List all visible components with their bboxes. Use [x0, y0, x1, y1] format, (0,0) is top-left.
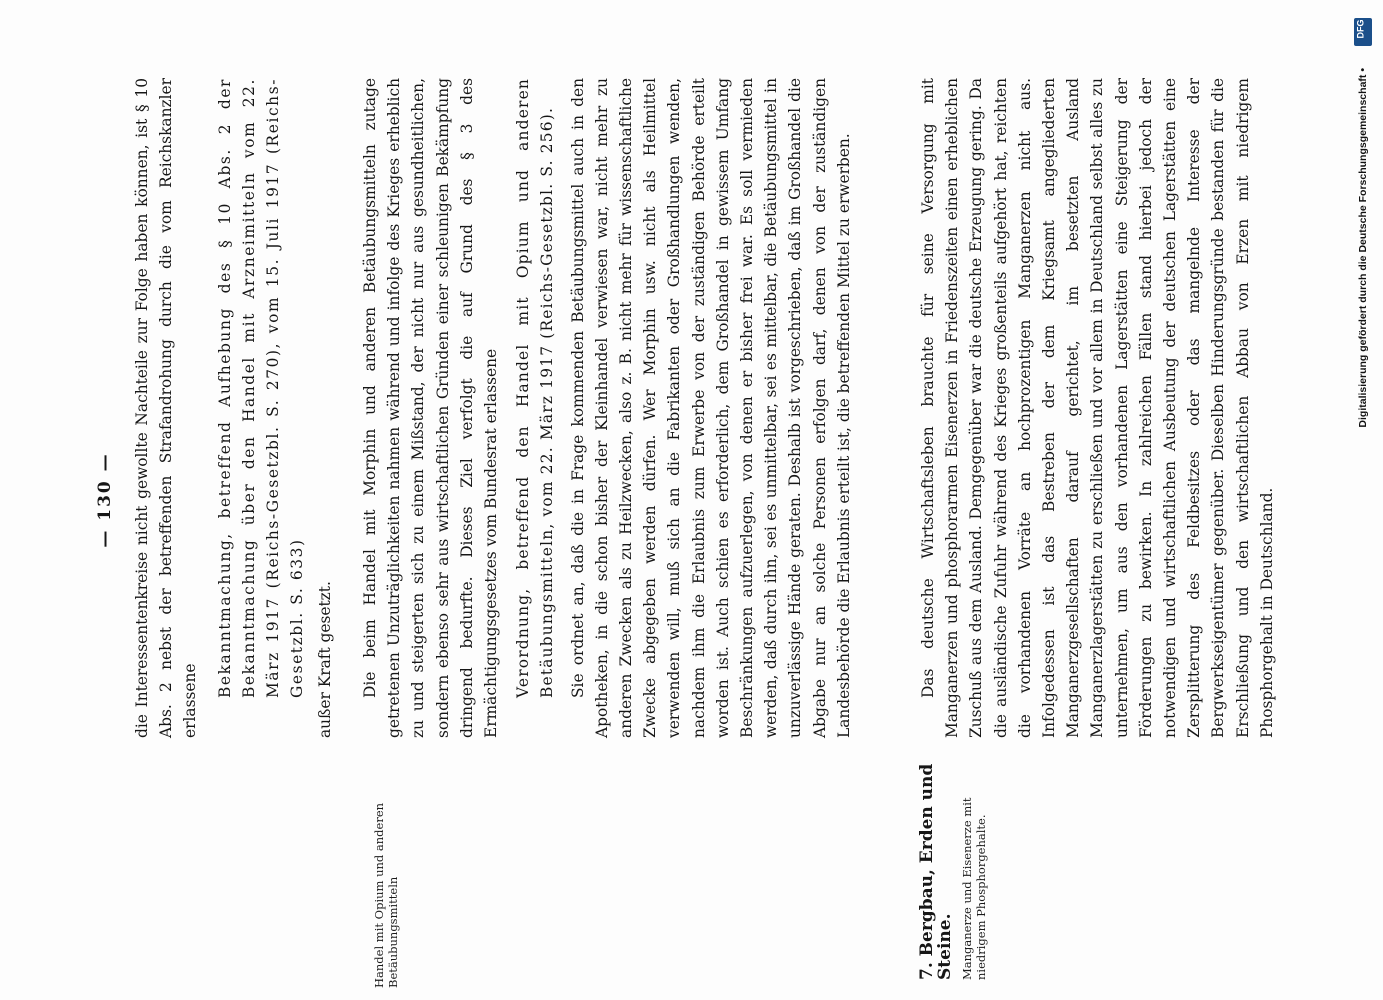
paragraph: Das deutsche Wirtschaftsleben brauchte für seine Versorgung mit Manganerzen und phosphorarmen Eisenerzen in Friedenszeiten einen erheblichen Zuschuß aus dem Ausland. Demgegenüber war die deutsche Erzeugung gering. Da die ausländische Zufuhr während des Krieges großenteils aufgehört hat, reichten die vorhandenen Vorräte an hochprozentigen Manganerzen nicht aus. Infolgedessen ist das Bestreben der dem Kriegsamt angegliederten Manganerzgesellschaften darauf gerichtet, im besetzten Ausland Manganerzlagerstätten zu erschließen und vor allem in Deutschland selbst alles zu unternehmen, um aus den vorhandenen Lagerstätten eine Steigerung der Förderungen zu bewirken. In zahlreichen Fällen stand hierbei jedoch der notwendigen und wirtschaftlichen Ausbeutung der deutschen Lagerstätten eine Zersplitterung des Feldbesitzes oder das mangelnde Interesse der Bergwerkseigentümer gegenüber. Dieselben Hinderungsgründe bestanden für die Erschließung und den wirtschaftlichen Abbau von Erzen mit niedrigem Phosphorgehalt in Deutschland. [919, 78, 1276, 738]
section-title: 7. Bergbau, Erden und Steine. [917, 763, 955, 980]
body-text-mining [916, 78, 1279, 738]
page-number: — 130 — [95, 452, 115, 548]
dfg-stamp-text: Digitalisierung gefördert durch die Deutsche Forschungsgemeinschaft • [1357, 68, 1369, 428]
paragraph: außer Kraft gesetzt. [316, 581, 335, 738]
bekanntmachung-heading: Bekanntmachung, betreffend Aufhebung des § 10 Abs. 2 der Bekanntmachung über den Handel mit Arzneimitteln vom 22. März 1917 (Reichs-Gesetzbl. S. 270), vom 15. Juli 1917 (Reichs-Gesetzbl. S. 633) [215, 78, 307, 698]
dfg-stamp [1352, 8, 1382, 988]
paragraph: Sie ordnet an, daß die in Frage kommenden Betäubungsmittel auch in den Apotheken, in die schon bisher der Kleinhandel verwiesen war, nicht mehr zu anderen Zwecken als zu Heilzwecken, also z. B. nicht mehr für wissenschaftliche Zwecke abgegeben werden dürfen. Wer Morphin usw. nicht als Heilmittel verwenden will, muß sich an die Fabrikanten oder Großhandlungen wenden, nachdem ihm die Erlaubnis zum Erwerbe von der zuständigen Behörde erteilt worden ist. Auch schien es erforderlich, dem Großhandel in gewissem Umfang Beschränkungen aufzuerlegen, von denen er bisher frei war. Es soll vermieden werden, daß durch ihn, sei es unmittelbar, sei es mittelbar, die Betäubungsmittel in unzuverlässige Hände geraten. Deshalb ist vorgeschrieben, daß im Großhandel die Abgabe nur an solche Personen erfolgen darf, denen von der zuständigen Landesbehörde die Erlaubnis erteilt ist, die betreffenden Mittel zu erwerben. [568, 78, 853, 738]
sidenote-opium: Handel mit Opium und anderen Betäubungsmitteln [372, 802, 400, 988]
body-text-opium [358, 78, 856, 738]
sidenote-manganerze: Manganerze und Eisenerze mit niedrigem Phosphorgehalte. [960, 797, 988, 980]
paragraph: die Interessentenkreise nicht gewollte Nachteile zur Folge haben können, ist § 10 Abs. 2 nebst der betreffenden Strafandrohung durch die vom Reichskanzler erlassene [133, 78, 200, 738]
dfg-logo: DFG [1354, 18, 1372, 46]
verordnung-heading: Verordnung, betreffend den Handel mit Opium und anderen Betäubungsmitteln, vom 22. März 1917 (Reichs-Gesetzbl. S. 256). [514, 78, 557, 698]
paragraph: Die beim Handel mit Morphin und anderen Betäubungsmitteln zutage getretenen Unzuträglichkeiten nahmen während und infolge des Krieges erheblich zu und steigerten sich zu einem Mißstand, der nicht nur aus gesundheitlichen, sondern ebenso sehr aus wirtschaftlichen Gründen einer schleunigen Bekämpfung dringend bedurfte. Dieses Ziel verfolgt die auf Grund des § 3 des Ermächtigungsgesetzes vom Bundesrat erlassene [361, 78, 501, 738]
body-text-top [130, 78, 338, 738]
